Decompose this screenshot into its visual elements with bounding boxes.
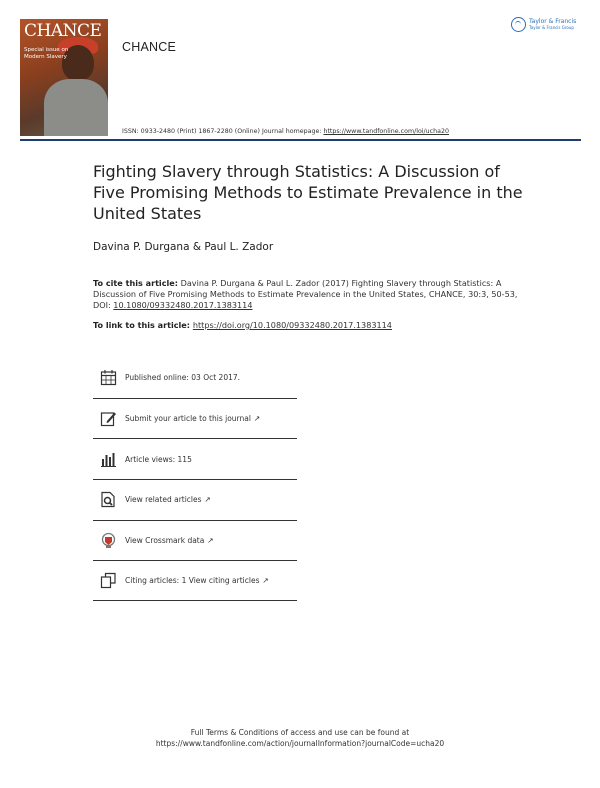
citation-block bbox=[93, 278, 533, 311]
bar-chart-icon bbox=[100, 451, 117, 468]
info-row-submit[interactable] bbox=[93, 398, 297, 439]
article-link-block bbox=[93, 320, 392, 330]
journal-cover-image bbox=[20, 19, 108, 136]
publisher-logo-line1: Taylor & Francis bbox=[529, 18, 577, 25]
footer-line1: Full Terms & Conditions of access and use can be found at bbox=[190, 728, 410, 737]
calendar-icon bbox=[100, 369, 117, 386]
crossmark-link[interactable]: View Crossmark data ↗ bbox=[125, 536, 214, 546]
journal-homepage-link[interactable]: https://www.tandfonline.com/loi/ucha20 bbox=[323, 128, 449, 135]
article-info-list bbox=[93, 357, 297, 601]
link-label: To link to this article: bbox=[93, 320, 193, 330]
doi-link[interactable]: 10.1080/09332480.2017.1383114 bbox=[113, 300, 253, 310]
cover-title: CHANCE bbox=[24, 21, 102, 41]
cover-subtitle: Special issue on Modern Slavery bbox=[24, 47, 69, 60]
publisher-logo[interactable] bbox=[511, 17, 576, 32]
submit-link[interactable]: Submit your article to this journal ↗ bbox=[125, 414, 261, 424]
info-row-related[interactable] bbox=[93, 479, 297, 520]
citing-icon bbox=[100, 572, 117, 589]
info-row-views bbox=[93, 438, 297, 479]
cite-text: Davina P. Durgana & Paul L. Zador (2017) Fighting Slavery through Statistics: A Discussion of Five Promising Methods to Estimate Prevalence in the United States, CHANCE, 30:3, 50-53, DOI: bbox=[93, 278, 518, 310]
info-row-crossmark[interactable] bbox=[93, 520, 297, 561]
footer-terms-link[interactable]: https://www.tandfonline.com/action/journalInformation?journalCode=ucha20 bbox=[155, 739, 445, 748]
issn-text: ISSN: 0933-2480 (Print) 1867-2280 (Online) Journal homepage: bbox=[122, 128, 324, 135]
footer bbox=[0, 727, 600, 749]
article-views-text: Article views: 115 bbox=[125, 454, 192, 464]
header-divider bbox=[20, 139, 581, 141]
cover-body bbox=[44, 79, 108, 136]
related-icon bbox=[100, 491, 117, 508]
external-link-icon: ↗ bbox=[253, 414, 261, 424]
issn-line bbox=[122, 128, 449, 135]
related-articles-link[interactable]: View related articles ↗ bbox=[125, 495, 211, 505]
info-row-citing[interactable] bbox=[93, 560, 297, 601]
article-authors: Davina P. Durgana & Paul L. Zador bbox=[93, 241, 274, 253]
external-link-icon: ↗ bbox=[262, 576, 269, 586]
published-text: Published online: 03 Oct 2017. bbox=[125, 372, 241, 382]
crossmark-icon bbox=[100, 532, 117, 549]
info-row-published bbox=[93, 357, 297, 398]
journal-name: CHANCE bbox=[122, 40, 176, 54]
external-link-icon: ↗ bbox=[204, 495, 211, 505]
article-doi-url[interactable]: https://doi.org/10.1080/09332480.2017.1383114 bbox=[192, 320, 392, 330]
external-link-icon: ↗ bbox=[207, 536, 214, 546]
publisher-logo-line2: Taylor & Francis Group bbox=[529, 25, 574, 30]
submit-icon bbox=[100, 410, 117, 427]
citing-articles-link[interactable]: Citing articles: 1 View citing articles ↗ bbox=[125, 576, 269, 586]
article-title: Fighting Slavery through Statistics: A Discussion of Five Promising Methods to Estimate Prevalence in the United States bbox=[93, 162, 523, 223]
publisher-logo-icon bbox=[511, 17, 526, 32]
cite-label: To cite this article: bbox=[93, 278, 179, 288]
